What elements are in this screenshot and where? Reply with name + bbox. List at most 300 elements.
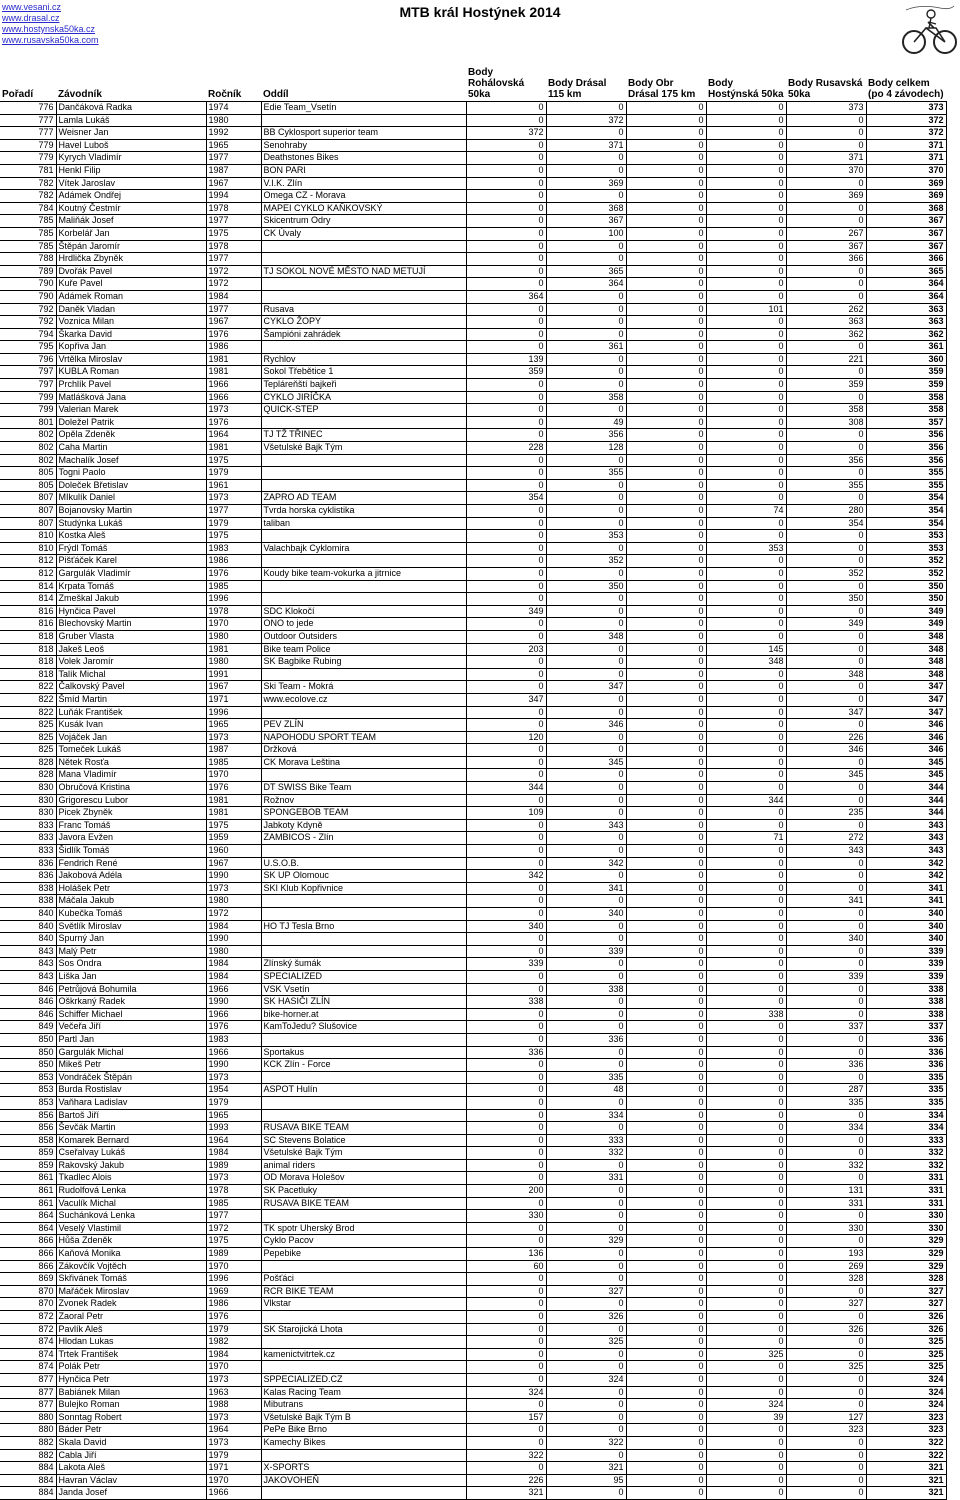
table-row bbox=[0, 1411, 946, 1424]
cell-total-points: 335 bbox=[866, 1096, 946, 1109]
cell-hostynska-points: 0 bbox=[706, 1248, 786, 1261]
cell-drasal-points: 336 bbox=[546, 1033, 626, 1046]
cell-rank: 781 bbox=[0, 164, 56, 177]
cell-club: Edie Team_Vsetín bbox=[261, 102, 466, 115]
cell-total-points: 345 bbox=[866, 756, 946, 769]
table-row bbox=[0, 605, 946, 618]
col-rohalovska: Body Rohálovská 50ka bbox=[466, 64, 546, 102]
cell-rohalovska-points: 0 bbox=[466, 719, 546, 732]
table-row bbox=[0, 479, 946, 492]
cell-hostynska-points: 0 bbox=[706, 719, 786, 732]
cell-hostynska-points: 0 bbox=[706, 882, 786, 895]
table-row bbox=[0, 416, 946, 429]
cell-rank: 797 bbox=[0, 379, 56, 392]
table-row bbox=[0, 454, 946, 467]
cell-club: Všetulské Bajk Tým B bbox=[261, 1411, 466, 1424]
cell-rohalovska-points: 0 bbox=[466, 580, 546, 593]
cell-obr-drasal-points: 0 bbox=[626, 567, 706, 580]
cell-club: BON PARI bbox=[261, 164, 466, 177]
cell-rohalovska-points: 0 bbox=[466, 970, 546, 983]
cell-club bbox=[261, 845, 466, 858]
cell-rohalovska-points: 0 bbox=[466, 479, 546, 492]
cell-obr-drasal-points: 0 bbox=[626, 845, 706, 858]
cell-racer: Adámek Roman bbox=[56, 290, 206, 303]
cell-birth-year: 1984 bbox=[206, 958, 261, 971]
cell-birth-year: 1967 bbox=[206, 857, 261, 870]
cell-hostynska-points: 0 bbox=[706, 807, 786, 820]
cell-total-points: 372 bbox=[866, 114, 946, 127]
cell-club: Jabkoty Kdyně bbox=[261, 819, 466, 832]
cell-total-points: 322 bbox=[866, 1436, 946, 1449]
cell-birth-year: 1978 bbox=[206, 202, 261, 215]
cell-club: Ski Team - Mokrá bbox=[261, 681, 466, 694]
table-row bbox=[0, 1449, 946, 1462]
cell-birth-year: 1967 bbox=[206, 177, 261, 190]
cell-racer: Kyrych Vladimír bbox=[56, 152, 206, 165]
cell-racer: Kubečka Tomáš bbox=[56, 908, 206, 921]
cell-hostynska-points: 0 bbox=[706, 681, 786, 694]
cell-club: Sportakus bbox=[261, 1046, 466, 1059]
cell-drasal-points: 0 bbox=[546, 731, 626, 744]
cell-racer: Fendrich René bbox=[56, 857, 206, 870]
cell-rusavska-points: 359 bbox=[786, 379, 866, 392]
table-row bbox=[0, 215, 946, 228]
cell-drasal-points: 0 bbox=[546, 1210, 626, 1223]
cell-total-points: 336 bbox=[866, 1046, 946, 1059]
cell-hostynska-points: 0 bbox=[706, 353, 786, 366]
cell-racer: Picek Zbyněk bbox=[56, 807, 206, 820]
table-row bbox=[0, 1084, 946, 1097]
cell-hostynska-points: 0 bbox=[706, 479, 786, 492]
cell-drasal-points: 48 bbox=[546, 1084, 626, 1097]
cell-club: X-SPORTS bbox=[261, 1462, 466, 1475]
cell-hostynska-points: 0 bbox=[706, 152, 786, 165]
cell-rohalovska-points: 0 bbox=[466, 164, 546, 177]
cell-racer: Malý Petr bbox=[56, 945, 206, 958]
cell-total-points: 358 bbox=[866, 391, 946, 404]
table-row bbox=[0, 391, 946, 404]
cell-rohalovska-points: 0 bbox=[466, 1323, 546, 1336]
cell-rank: 802 bbox=[0, 429, 56, 442]
cell-total-points: 333 bbox=[866, 1134, 946, 1147]
cell-rank: 805 bbox=[0, 467, 56, 480]
table-row bbox=[0, 945, 946, 958]
cell-total-points: 364 bbox=[866, 290, 946, 303]
cell-rusavska-points: 0 bbox=[786, 265, 866, 278]
cell-rohalovska-points: 0 bbox=[466, 668, 546, 681]
cell-rusavska-points: 349 bbox=[786, 618, 866, 631]
cell-hostynska-points: 0 bbox=[706, 845, 786, 858]
cell-hostynska-points: 0 bbox=[706, 1033, 786, 1046]
cell-total-points: 371 bbox=[866, 152, 946, 165]
cell-rank: 843 bbox=[0, 945, 56, 958]
cell-club: Omega CZ - Morava bbox=[261, 190, 466, 203]
cell-racer: Janda Josef bbox=[56, 1487, 206, 1500]
link-hostynska[interactable]: www.hostynska50ka.cz bbox=[2, 24, 96, 34]
cell-birth-year: 1973 bbox=[206, 731, 261, 744]
cell-drasal-points: 0 bbox=[546, 1008, 626, 1021]
cell-hostynska-points: 0 bbox=[706, 139, 786, 152]
cell-total-points: 331 bbox=[866, 1197, 946, 1210]
cell-drasal-points: 0 bbox=[546, 1059, 626, 1072]
cell-drasal-points: 0 bbox=[546, 605, 626, 618]
cell-total-points: 329 bbox=[866, 1260, 946, 1273]
cell-racer: Bulejko Roman bbox=[56, 1399, 206, 1412]
table-row bbox=[0, 1046, 946, 1059]
cell-rohalovska-points: 0 bbox=[466, 454, 546, 467]
cell-obr-drasal-points: 0 bbox=[626, 1147, 706, 1160]
cell-total-points: 344 bbox=[866, 807, 946, 820]
table-row bbox=[0, 681, 946, 694]
cell-total-points: 358 bbox=[866, 404, 946, 417]
cell-obr-drasal-points: 0 bbox=[626, 492, 706, 505]
cell-rohalovska-points: 359 bbox=[466, 366, 546, 379]
cell-rusavska-points: 0 bbox=[786, 278, 866, 291]
cell-rusavska-points: 336 bbox=[786, 1059, 866, 1072]
cell-obr-drasal-points: 0 bbox=[626, 353, 706, 366]
cell-drasal-points: 0 bbox=[546, 542, 626, 555]
cell-total-points: 359 bbox=[866, 366, 946, 379]
cell-rohalovska-points: 347 bbox=[466, 693, 546, 706]
cell-obr-drasal-points: 0 bbox=[626, 857, 706, 870]
cell-hostynska-points: 0 bbox=[706, 945, 786, 958]
cell-rohalovska-points: 0 bbox=[466, 1298, 546, 1311]
cell-hostynska-points: 0 bbox=[706, 240, 786, 253]
cell-obr-drasal-points: 0 bbox=[626, 1021, 706, 1034]
cell-total-points: 373 bbox=[866, 102, 946, 115]
cell-obr-drasal-points: 0 bbox=[626, 240, 706, 253]
table-row bbox=[0, 1222, 946, 1235]
cell-total-points: 343 bbox=[866, 845, 946, 858]
cell-rohalovska-points: 0 bbox=[466, 278, 546, 291]
link-rusavska[interactable]: www.rusavska50ka.com bbox=[2, 35, 99, 45]
cell-drasal-points: 0 bbox=[546, 970, 626, 983]
cell-rohalovska-points: 0 bbox=[466, 1008, 546, 1021]
cell-rank: 833 bbox=[0, 845, 56, 858]
cell-rank: 788 bbox=[0, 253, 56, 266]
cell-club: SK Starojická Lhota bbox=[261, 1323, 466, 1336]
cell-rohalovska-points: 0 bbox=[466, 152, 546, 165]
col-rank: Pořadí bbox=[0, 64, 56, 102]
cell-hostynska-points: 0 bbox=[706, 102, 786, 115]
cell-club: SK HASIČI ZLÍN bbox=[261, 996, 466, 1009]
cell-hostynska-points: 0 bbox=[706, 933, 786, 946]
cell-rank: 822 bbox=[0, 681, 56, 694]
cell-rank: 802 bbox=[0, 454, 56, 467]
cell-club bbox=[261, 253, 466, 266]
cell-hostynska-points: 0 bbox=[706, 530, 786, 543]
cell-rank: 884 bbox=[0, 1474, 56, 1487]
cell-hostynska-points: 0 bbox=[706, 668, 786, 681]
cell-rank: 884 bbox=[0, 1462, 56, 1475]
cell-racer: Henkl Filip bbox=[56, 164, 206, 177]
cell-rusavska-points: 0 bbox=[786, 542, 866, 555]
cell-racer: Spurný Jan bbox=[56, 933, 206, 946]
table-row bbox=[0, 1071, 946, 1084]
cell-club: SK Pacetluky bbox=[261, 1185, 466, 1198]
cell-rusavska-points: 0 bbox=[786, 139, 866, 152]
cell-racer: Liška Jan bbox=[56, 970, 206, 983]
cell-hostynska-points: 0 bbox=[706, 593, 786, 606]
cell-racer: Kuře Pavel bbox=[56, 278, 206, 291]
cell-birth-year: 1977 bbox=[206, 505, 261, 518]
cell-total-points: 370 bbox=[866, 164, 946, 177]
cell-birth-year: 1989 bbox=[206, 1248, 261, 1261]
cell-drasal-points: 128 bbox=[546, 442, 626, 455]
cell-total-points: 345 bbox=[866, 769, 946, 782]
link-drasal[interactable]: www.drasal.cz bbox=[2, 13, 60, 23]
cell-drasal-points: 0 bbox=[546, 1386, 626, 1399]
cell-rank: 825 bbox=[0, 731, 56, 744]
cell-club: ASPOT Hulín bbox=[261, 1084, 466, 1097]
cell-drasal-points: 0 bbox=[546, 845, 626, 858]
cell-club: CK Morava Leština bbox=[261, 756, 466, 769]
cell-obr-drasal-points: 0 bbox=[626, 542, 706, 555]
cell-obr-drasal-points: 0 bbox=[626, 227, 706, 240]
cell-club: RCR BIKE TEAM bbox=[261, 1285, 466, 1298]
table-row bbox=[0, 202, 946, 215]
cell-racer: Jakeš Leoš bbox=[56, 643, 206, 656]
cell-birth-year: 1966 bbox=[206, 1046, 261, 1059]
cell-obr-drasal-points: 0 bbox=[626, 1008, 706, 1021]
cell-racer: Gargulák Michal bbox=[56, 1046, 206, 1059]
cell-rank: 853 bbox=[0, 1084, 56, 1097]
cell-rank: 796 bbox=[0, 353, 56, 366]
cell-rank: 785 bbox=[0, 240, 56, 253]
cell-racer: Rakovský Jakub bbox=[56, 1159, 206, 1172]
cell-hostynska-points: 0 bbox=[706, 1122, 786, 1135]
cell-rank: 836 bbox=[0, 870, 56, 883]
cell-birth-year: 1976 bbox=[206, 782, 261, 795]
table-row bbox=[0, 1424, 946, 1437]
cell-rohalovska-points: 226 bbox=[466, 1474, 546, 1487]
cell-rank: 782 bbox=[0, 177, 56, 190]
cell-club: taliban bbox=[261, 517, 466, 530]
cell-rank: 884 bbox=[0, 1487, 56, 1500]
cell-birth-year: 1977 bbox=[206, 215, 261, 228]
table-row bbox=[0, 303, 946, 316]
cell-rank: 814 bbox=[0, 580, 56, 593]
page-title: MTB král Hostýnek 2014 bbox=[399, 4, 561, 20]
cell-hostynska-points: 0 bbox=[706, 580, 786, 593]
cell-racer: Štěpán Jaromír bbox=[56, 240, 206, 253]
cell-club: CK Úvaly bbox=[261, 227, 466, 240]
cell-obr-drasal-points: 0 bbox=[626, 555, 706, 568]
cell-rusavska-points: 347 bbox=[786, 706, 866, 719]
cell-rohalovska-points: 0 bbox=[466, 555, 546, 568]
cell-hostynska-points: 0 bbox=[706, 970, 786, 983]
cell-hostynska-points: 0 bbox=[706, 1298, 786, 1311]
cell-birth-year: 1971 bbox=[206, 1462, 261, 1475]
cell-birth-year: 1969 bbox=[206, 1285, 261, 1298]
cell-total-points: 372 bbox=[866, 127, 946, 140]
cell-rank: 777 bbox=[0, 127, 56, 140]
cell-rank: 840 bbox=[0, 920, 56, 933]
cell-rohalovska-points: 157 bbox=[466, 1411, 546, 1424]
cell-drasal-points: 341 bbox=[546, 882, 626, 895]
cell-racer: Suchánková Lenka bbox=[56, 1210, 206, 1223]
cell-hostynska-points: 0 bbox=[706, 1285, 786, 1298]
cell-rusavska-points: 0 bbox=[786, 756, 866, 769]
cell-hostynska-points: 0 bbox=[706, 693, 786, 706]
cell-club: TJ TŽ TŘINEC bbox=[261, 429, 466, 442]
cell-birth-year: 1986 bbox=[206, 1298, 261, 1311]
table-row bbox=[0, 1021, 946, 1034]
cell-birth-year: 1978 bbox=[206, 1185, 261, 1198]
cell-rank: 785 bbox=[0, 215, 56, 228]
cell-birth-year: 1984 bbox=[206, 290, 261, 303]
cell-rohalovska-points: 0 bbox=[466, 769, 546, 782]
cell-total-points: 343 bbox=[866, 832, 946, 845]
cell-drasal-points: 347 bbox=[546, 681, 626, 694]
cell-obr-drasal-points: 0 bbox=[626, 630, 706, 643]
cell-rohalovska-points: 0 bbox=[466, 1197, 546, 1210]
cell-drasal-points: 321 bbox=[546, 1462, 626, 1475]
cell-obr-drasal-points: 0 bbox=[626, 996, 706, 1009]
cell-birth-year: 1979 bbox=[206, 1096, 261, 1109]
cell-rohalovska-points: 0 bbox=[466, 1399, 546, 1412]
cell-club: Cyklo Pacov bbox=[261, 1235, 466, 1248]
header-row bbox=[0, 64, 946, 102]
cell-racer: Vítek Jaroslav bbox=[56, 177, 206, 190]
cell-total-points: 367 bbox=[866, 240, 946, 253]
cell-rusavska-points: 0 bbox=[786, 530, 866, 543]
cell-rusavska-points: 0 bbox=[786, 693, 866, 706]
cell-rusavska-points: 325 bbox=[786, 1361, 866, 1374]
cell-drasal-points: 0 bbox=[546, 303, 626, 316]
cell-rohalovska-points: 0 bbox=[466, 416, 546, 429]
cell-racer: Polák Petr bbox=[56, 1361, 206, 1374]
cell-total-points: 356 bbox=[866, 429, 946, 442]
cell-rank: 830 bbox=[0, 794, 56, 807]
cell-birth-year: 1966 bbox=[206, 1487, 261, 1500]
link-vesani[interactable]: www.vesani.cz bbox=[2, 2, 62, 12]
cell-racer: Matlášková Jana bbox=[56, 391, 206, 404]
cell-hostynska-points: 0 bbox=[706, 1386, 786, 1399]
cell-rank: 779 bbox=[0, 152, 56, 165]
cell-rusavska-points: 193 bbox=[786, 1248, 866, 1261]
cell-rusavska-points: 373 bbox=[786, 102, 866, 115]
cell-rusavska-points: 0 bbox=[786, 202, 866, 215]
cell-racer: Vaculík Michal bbox=[56, 1197, 206, 1210]
cell-club: KCK Zlín - Force bbox=[261, 1059, 466, 1072]
cell-total-points: 339 bbox=[866, 970, 946, 983]
cell-rohalovska-points: 0 bbox=[466, 240, 546, 253]
cell-rusavska-points: 331 bbox=[786, 1197, 866, 1210]
cell-drasal-points: 0 bbox=[546, 593, 626, 606]
cell-birth-year: 1979 bbox=[206, 467, 261, 480]
cell-drasal-points: 0 bbox=[546, 958, 626, 971]
cell-rusavska-points: 0 bbox=[786, 1210, 866, 1223]
cell-obr-drasal-points: 0 bbox=[626, 731, 706, 744]
cell-drasal-points: 0 bbox=[546, 505, 626, 518]
cell-hostynska-points: 0 bbox=[706, 1424, 786, 1437]
cell-birth-year: 1970 bbox=[206, 769, 261, 782]
cell-rohalovska-points: 0 bbox=[466, 1424, 546, 1437]
table-row bbox=[0, 908, 946, 921]
cell-drasal-points: 0 bbox=[546, 454, 626, 467]
table-row bbox=[0, 1134, 946, 1147]
cell-drasal-points: 0 bbox=[546, 353, 626, 366]
cell-birth-year: 1990 bbox=[206, 870, 261, 883]
cell-hostynska-points: 0 bbox=[706, 983, 786, 996]
cell-drasal-points: 0 bbox=[546, 1222, 626, 1235]
cell-total-points: 354 bbox=[866, 517, 946, 530]
cell-club bbox=[261, 467, 466, 480]
cell-rank: 870 bbox=[0, 1298, 56, 1311]
cell-rohalovska-points: 0 bbox=[466, 895, 546, 908]
cell-rusavska-points: 0 bbox=[786, 605, 866, 618]
cell-obr-drasal-points: 0 bbox=[626, 895, 706, 908]
cell-rusavska-points: 287 bbox=[786, 1084, 866, 1097]
cell-hostynska-points: 0 bbox=[706, 1323, 786, 1336]
cell-birth-year: 1973 bbox=[206, 492, 261, 505]
cell-rank: 833 bbox=[0, 819, 56, 832]
cell-drasal-points: 0 bbox=[546, 1260, 626, 1273]
cell-drasal-points: 0 bbox=[546, 492, 626, 505]
cell-birth-year: 1985 bbox=[206, 756, 261, 769]
cell-rank: 816 bbox=[0, 605, 56, 618]
cell-hostynska-points: 74 bbox=[706, 505, 786, 518]
cell-birth-year: 1983 bbox=[206, 1033, 261, 1046]
cell-racer: Talík Michal bbox=[56, 668, 206, 681]
cell-birth-year: 1981 bbox=[206, 794, 261, 807]
cell-total-points: 329 bbox=[866, 1235, 946, 1248]
table-row bbox=[0, 290, 946, 303]
cell-rusavska-points: 337 bbox=[786, 1021, 866, 1034]
cell-obr-drasal-points: 0 bbox=[626, 391, 706, 404]
cell-total-points: 321 bbox=[866, 1487, 946, 1500]
table-row bbox=[0, 379, 946, 392]
table-row bbox=[0, 240, 946, 253]
cell-total-points: 339 bbox=[866, 958, 946, 971]
cell-total-points: 331 bbox=[866, 1172, 946, 1185]
cell-obr-drasal-points: 0 bbox=[626, 1462, 706, 1475]
cell-rusavska-points: 0 bbox=[786, 983, 866, 996]
cell-rank: 836 bbox=[0, 857, 56, 870]
cell-birth-year: 1954 bbox=[206, 1084, 261, 1097]
cell-birth-year: 1976 bbox=[206, 328, 261, 341]
table-row bbox=[0, 845, 946, 858]
cell-rohalovska-points: 330 bbox=[466, 1210, 546, 1223]
cell-rohalovska-points: 0 bbox=[466, 983, 546, 996]
cell-total-points: 323 bbox=[866, 1411, 946, 1424]
cell-racer: Pavlík Aleš bbox=[56, 1323, 206, 1336]
cell-obr-drasal-points: 0 bbox=[626, 1361, 706, 1374]
cell-rank: 792 bbox=[0, 316, 56, 329]
cell-racer: Kusák Ivan bbox=[56, 719, 206, 732]
cell-drasal-points: 0 bbox=[546, 1348, 626, 1361]
cell-obr-drasal-points: 0 bbox=[626, 202, 706, 215]
cell-rohalovska-points: 0 bbox=[466, 139, 546, 152]
cell-racer: Hlodan Lukas bbox=[56, 1336, 206, 1349]
cell-racer: Lamla Lukáš bbox=[56, 114, 206, 127]
cell-club: Držková bbox=[261, 744, 466, 757]
cell-obr-drasal-points: 0 bbox=[626, 769, 706, 782]
cell-total-points: 353 bbox=[866, 542, 946, 555]
cell-drasal-points: 0 bbox=[546, 794, 626, 807]
cell-rusavska-points: 0 bbox=[786, 719, 866, 732]
cell-hostynska-points: 0 bbox=[706, 114, 786, 127]
cell-rusavska-points: 0 bbox=[786, 1311, 866, 1324]
cell-hostynska-points: 0 bbox=[706, 1373, 786, 1386]
cell-rusavska-points: 272 bbox=[786, 832, 866, 845]
cell-hostynska-points: 0 bbox=[706, 996, 786, 1009]
cell-rohalovska-points: 0 bbox=[466, 467, 546, 480]
table-row bbox=[0, 832, 946, 845]
cell-rohalovska-points: 0 bbox=[466, 379, 546, 392]
cell-racer: Opěla Zdeněk bbox=[56, 429, 206, 442]
